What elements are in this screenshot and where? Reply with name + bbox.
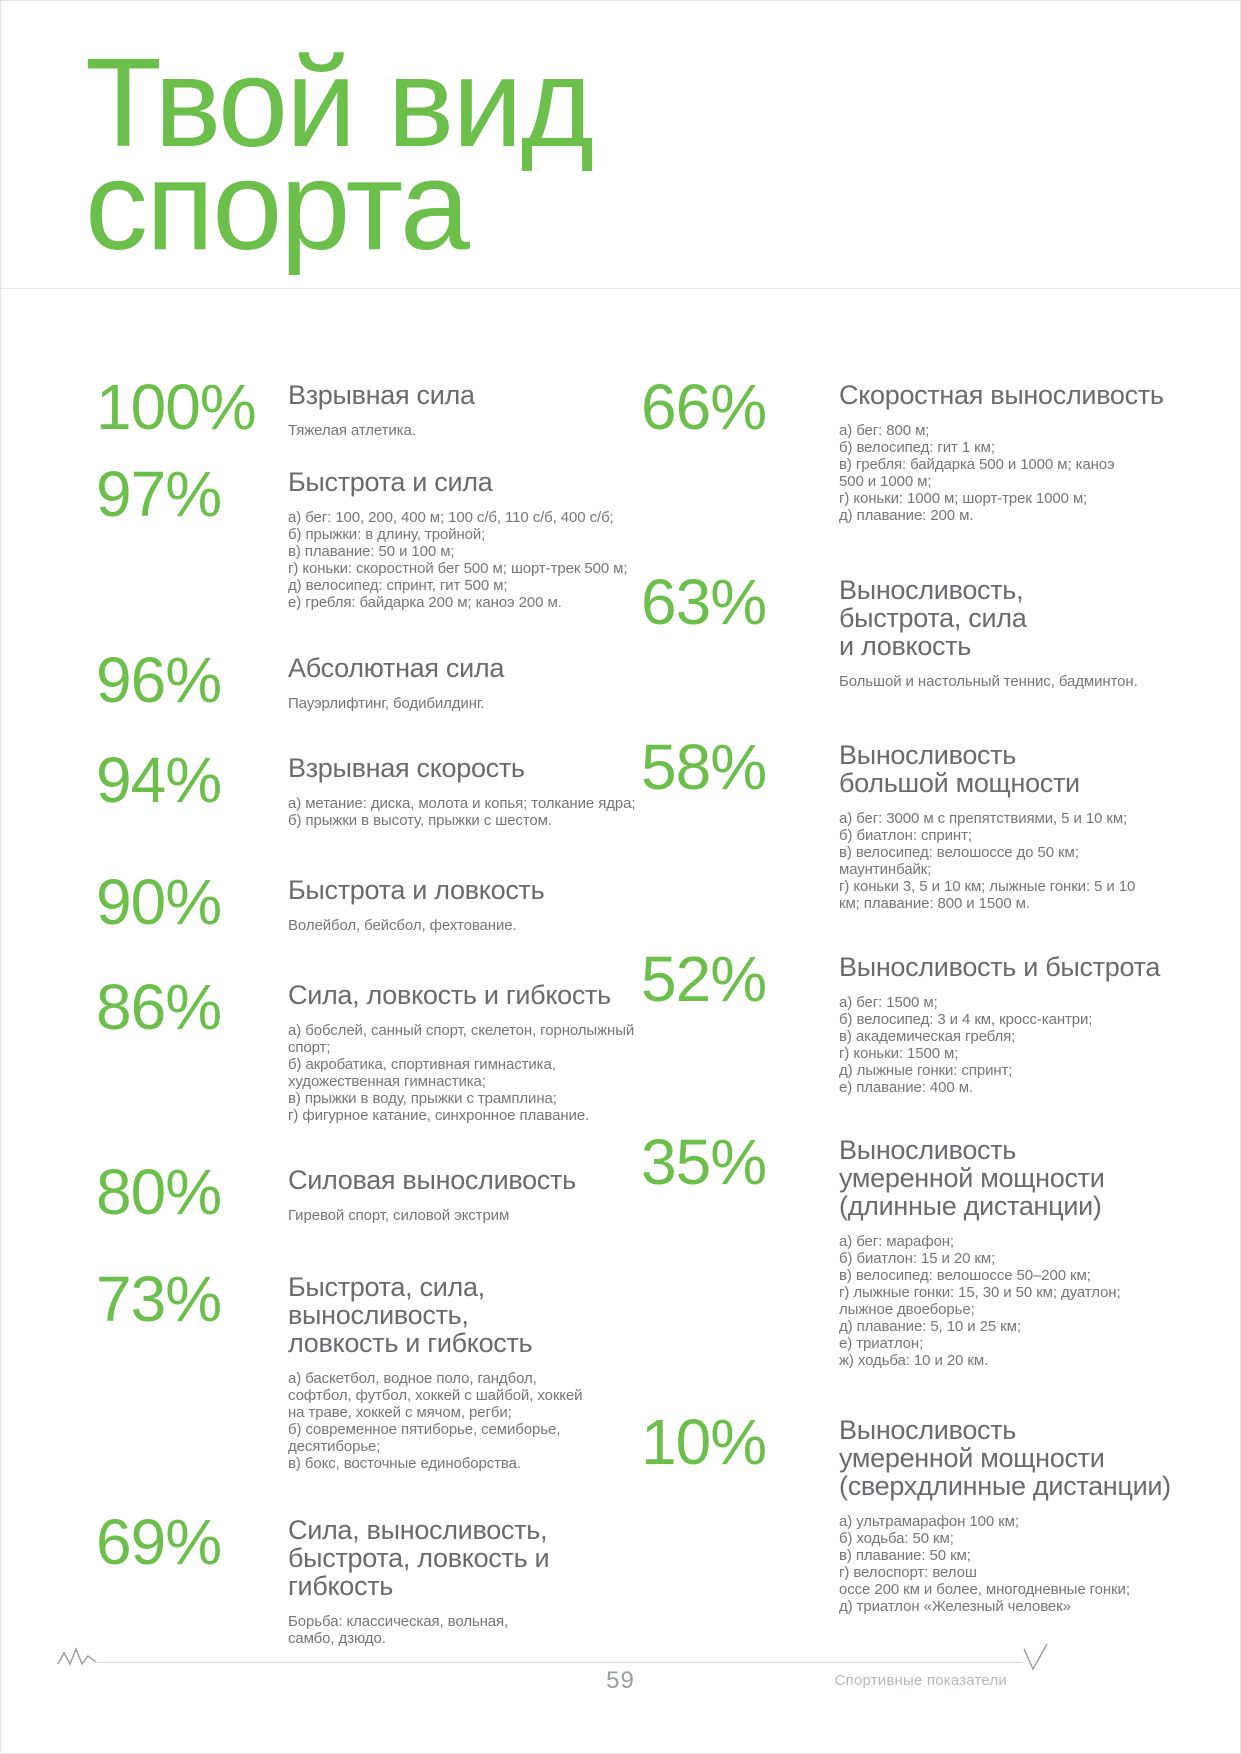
category-item-96: [96, 644, 505, 716]
category-heading: Сила, ловкость и гибкость: [288, 980, 611, 1010]
category-sports: Большой и настольный теннис, бадминтон.: [839, 673, 1138, 690]
category-sports: Борьба: классическая, вольная, самбо, дзюдо.: [288, 1613, 509, 1647]
category-heading: Сила, выносливость, быстрота, ловкость и гибкость: [288, 1515, 550, 1601]
category-heading: Силовая выносливость: [288, 1165, 576, 1195]
percent-value: 52%: [641, 943, 767, 1015]
percent-value: 94%: [96, 744, 222, 816]
category-sports: Гиревой спорт, силовой экстрим: [288, 1207, 510, 1224]
percent-value: 73%: [96, 1263, 222, 1335]
category-item-63: [641, 566, 1138, 690]
percent-value: 69%: [96, 1506, 222, 1578]
page-title-line1: Твой вид: [85, 32, 593, 173]
category-sports: Пауэрлифтинг, бодибилдинг.: [288, 695, 485, 712]
percent-value: 35%: [641, 1126, 767, 1198]
category-item-86: [96, 971, 635, 1124]
category-heading: Выносливость умеренной мощности (длинные дистанции): [839, 1135, 1105, 1221]
footer-section-label: Спортивные показатели: [834, 1672, 1007, 1689]
category-heading: Быстрота, сила, выносливость, ловкость и гибкость: [288, 1272, 533, 1358]
percent-value: 66%: [641, 371, 767, 443]
category-sports: Тяжелая атлетика.: [288, 422, 416, 439]
category-heading: Выносливость умеренной мощности (сверхдлинные дистанции): [839, 1415, 1171, 1501]
category-sports: а) бег: марафон; б) биатлон: 15 и 20 км; в) велосипед: велошоссе 50–200 км; г) лыжные гонки: 15, 30 и 50 км; дуатлон; лыжное двоеборье; д) плавание: 5, 10 и 25 км; е) триатлон; ж) ходьба: 10 и 20 км.: [839, 1233, 1121, 1369]
percent-value: 80%: [96, 1156, 222, 1228]
category-item-73: [96, 1263, 583, 1472]
category-heading: Выносливость большой мощности: [839, 740, 1080, 798]
percent-value: 10%: [641, 1406, 767, 1478]
percent-value: 90%: [96, 866, 222, 938]
category-item-52: [641, 943, 1161, 1096]
category-item-100: [96, 371, 475, 443]
category-item-66: [641, 371, 1164, 524]
category-sports: а) бег: 3000 м с препятствиями, 5 и 10 км; б) биатлон: спринт; в) велосипед: велошоссе до 50 км; маунтинбайк; г) коньки 3, 5 и 10 км; лыжные гонки: 5 и 10 км; плавание: 800 и 1500 м.: [839, 810, 1136, 912]
category-sports: а) метание: диска, молота и копья; толкание ядра; б) прыжки в высоту, прыжки с шестом.: [288, 795, 636, 829]
percent-value: 63%: [641, 566, 767, 638]
footer-divider-line: [97, 1662, 1023, 1663]
percent-value: 97%: [96, 458, 222, 530]
category-sports: а) ультрамарафон 100 км; б) ходьба: 50 км; в) плавание: 50 км; г) велоспорт: велош оссе 200 км и более, многодневные гонки; д) триатлон «Железный человек»: [839, 1513, 1130, 1615]
category-item-69: [96, 1506, 550, 1647]
percent-value: 96%: [96, 644, 222, 716]
category-item-35: [641, 1126, 1121, 1369]
percent-value: 100%: [96, 371, 256, 443]
category-heading: Быстрота и сила: [288, 467, 493, 497]
page-title: [85, 32, 593, 276]
category-item-80: [96, 1156, 576, 1228]
percent-value: 86%: [96, 971, 222, 1043]
title-divider-line: [1, 288, 1240, 289]
category-item-94: [96, 744, 636, 829]
category-item-58: [641, 731, 1136, 912]
category-heading: Скоростная выносливость: [839, 380, 1164, 410]
category-sports: а) бобслей, санный спорт, скелетон, горнолыжный спорт; б) акробатика, спортивная гимнастика, художественная гимнастика; в) прыжки в воду, прыжки с трамплина; г) фигурное катание, синхронное плавание.: [288, 1022, 635, 1124]
category-heading: Выносливость и быстрота: [839, 952, 1161, 982]
category-sports: а) бег: 800 м; б) велосипед: гит 1 км; в) гребля: байдарка 500 и 1000 м; каноэ 500 и 1000 м; г) коньки: 1000 м; шорт-трек 1000 м; д) плавание: 200 м.: [839, 422, 1115, 524]
category-item-10: [641, 1406, 1171, 1615]
category-heading: Абсолютная сила: [288, 653, 505, 683]
category-item-97: [96, 458, 628, 611]
percent-value: 58%: [641, 731, 767, 803]
category-sports: Волейбол, бейсбол, фехтование.: [288, 917, 517, 934]
page-title-line2: спорта: [85, 135, 468, 276]
category-sports: а) баскетбол, водное поло, гандбол, софтбол, футбол, хоккей с шайбой, хоккей на траве, хоккей с мячом, регби; б) современное пятиборье, семиборье, десятиборье; в) бокс, восточные единоборства.: [288, 1370, 583, 1472]
category-heading: Взрывная сила: [288, 380, 475, 410]
category-sports: а) бег: 100, 200, 400 м; 100 с/б, 110 с/б, 400 с/б; б) прыжки: в длину, тройной; в) плавание: 50 и 100 м; г) коньки: скоростной бег 500 м; шорт-трек 500 м; д) велосипед: спринт, гит 500 м; е) гребля: байдарка 200 м; каноэ 200 м.: [288, 509, 628, 611]
category-heading: Выносливость, быстрота, сила и ловкость: [839, 575, 1027, 661]
category-sports: а) бег: 1500 м; б) велосипед: 3 и 4 км, кросс-кантри; в) академическая гребля; г) коньки: 1500 м; д) лыжные гонки: спринт; е) плавание: 400 м.: [839, 994, 1093, 1096]
page-number: 59: [606, 1667, 635, 1694]
category-item-90: [96, 866, 545, 938]
category-heading: Взрывная скорость: [288, 753, 525, 783]
category-heading: Быстрота и ловкость: [288, 875, 545, 905]
